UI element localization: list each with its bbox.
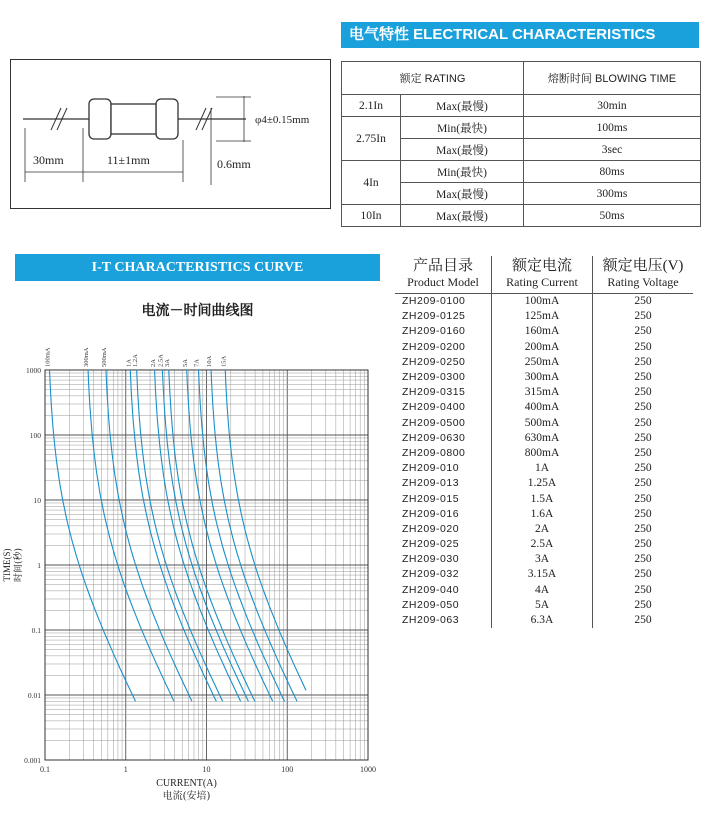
voltage-cell: 250	[593, 294, 694, 310]
table-row	[395, 613, 693, 628]
x-tick-label: 1	[123, 765, 128, 774]
x-axis-label-cn: 电流(安培)	[162, 791, 211, 802]
condition-cell: Max(最慢)	[401, 139, 524, 161]
curves	[50, 370, 307, 702]
rating-cell: 10In	[342, 205, 401, 227]
curve-3A	[169, 370, 255, 702]
model-table-body	[395, 294, 693, 629]
lead-length-label: 30mm	[33, 153, 64, 167]
table-row	[395, 583, 693, 598]
current-cell: 800mA	[492, 446, 593, 461]
table-row	[395, 461, 693, 476]
model-cell: ZH209-0125	[402, 310, 466, 323]
voltage-cell: 250	[593, 340, 694, 355]
y-tick-label: 1	[37, 561, 41, 570]
y-tick-label: 10	[33, 496, 41, 505]
voltage-cell: 250	[593, 355, 694, 370]
curve-7A	[199, 370, 285, 702]
curve-100mA	[50, 370, 136, 702]
x-tick-label: 100	[281, 765, 294, 774]
table-row	[395, 552, 693, 567]
curve-500mA	[106, 370, 192, 702]
table-row	[395, 370, 693, 385]
table-row	[395, 340, 693, 355]
current-cell: 400mA	[492, 400, 593, 415]
model-cell: ZH209-0250	[402, 355, 466, 368]
voltage-cell: 250	[593, 583, 694, 598]
current-cell: 3.15A	[492, 567, 593, 582]
current-header: 额定电流 Rating Current	[492, 256, 593, 294]
condition-cell: Max(最慢)	[401, 183, 524, 205]
model-cell: ZH209-020	[402, 522, 460, 535]
voltage-cell: 250	[593, 552, 694, 567]
table-row	[395, 400, 693, 415]
y-axis-label-cn: 时间(秒)	[14, 547, 24, 583]
model-cell: ZH209-0630	[402, 431, 466, 444]
voltage-cell: 250	[593, 431, 694, 446]
table-row	[395, 309, 693, 324]
blowing-time-header: 熔断时间 BLOWING TIME	[524, 62, 701, 95]
current-cell: 1.25A	[492, 476, 593, 491]
current-cell: 4A	[492, 583, 593, 598]
model-cell: ZH209-0315	[402, 386, 466, 399]
electrical-rating-table	[341, 61, 701, 227]
current-cell: 5A	[492, 598, 593, 613]
model-cell: ZH209-0500	[402, 416, 466, 429]
table-row	[395, 567, 693, 582]
current-cell: 1A	[492, 461, 593, 476]
curve-1A	[130, 370, 216, 702]
voltage-cell: 250	[593, 446, 694, 461]
it-curve-banner: I-T CHARACTERISTICS CURVE	[15, 254, 380, 281]
model-cell: ZH209-0300	[402, 371, 466, 384]
voltage-cell: 250	[593, 522, 694, 537]
current-cell: 630mA	[492, 431, 593, 446]
y-tick-label: 1000	[26, 366, 41, 375]
current-cell: 125mA	[492, 309, 593, 324]
model-cell: ZH209-0400	[402, 401, 466, 414]
curve-1.2A	[137, 370, 223, 702]
voltage-header: 额定电压(V) Rating Voltage	[593, 256, 694, 294]
table-row	[395, 507, 693, 522]
current-cell: 6.3A	[492, 613, 593, 628]
condition-cell: Min(最快)	[401, 161, 524, 183]
model-cell: ZH209-025	[402, 538, 460, 551]
current-cell: 100mA	[492, 294, 593, 310]
series-label: 10A	[206, 355, 214, 367]
model-cell: ZH209-0800	[402, 446, 466, 459]
voltage-cell: 250	[593, 324, 694, 339]
current-cell: 2A	[492, 522, 593, 537]
table-row	[395, 522, 693, 537]
series-label: 3A	[163, 359, 171, 367]
y-axis-label: TIME(S)	[2, 548, 12, 582]
voltage-cell: 250	[593, 400, 694, 415]
table-row	[395, 491, 693, 506]
current-cell: 250mA	[492, 355, 593, 370]
model-cell: ZH209-010	[402, 462, 460, 475]
current-cell: 1.5A	[492, 491, 593, 506]
rating-cell: 2.75In	[342, 117, 401, 161]
x-axis-label: CURRENT(A)	[156, 778, 217, 789]
time-cell: 50ms	[524, 205, 701, 227]
diameter-label: φ4±0.15mm	[255, 114, 310, 126]
table-row	[395, 324, 693, 339]
table-row	[395, 294, 693, 310]
rating-header: 额定 RATING	[342, 62, 524, 95]
model-cell: ZH209-016	[402, 507, 460, 520]
fuse-outline-svg	[11, 60, 332, 210]
voltage-cell: 250	[593, 537, 694, 552]
lead-diameter-label: 0.6mm	[217, 157, 251, 171]
voltage-cell: 250	[593, 416, 694, 431]
body-length-label: 11±1mm	[107, 153, 150, 167]
condition-cell: Max(最慢)	[401, 95, 524, 117]
series-label: 7A	[193, 359, 201, 367]
y-tick-label: 100	[29, 431, 41, 440]
voltage-cell: 250	[593, 385, 694, 400]
curve-10A	[211, 370, 297, 702]
model-cell: ZH209-013	[402, 477, 460, 490]
voltage-cell: 250	[593, 461, 694, 476]
table-row	[395, 355, 693, 370]
table-row	[395, 385, 693, 400]
model-cell: ZH209-015	[402, 492, 460, 505]
condition-cell: Min(最快)	[401, 117, 524, 139]
chart-grid	[45, 370, 368, 760]
model-cell: ZH209-0200	[402, 340, 466, 353]
current-cell: 3A	[492, 552, 593, 567]
series-label: 500mA	[101, 347, 109, 367]
current-cell: 200mA	[492, 340, 593, 355]
current-cell: 315mA	[492, 385, 593, 400]
voltage-cell: 250	[593, 567, 694, 582]
model-cell: ZH209-032	[402, 568, 460, 581]
table-row	[395, 476, 693, 491]
x-tick-label: 1000	[360, 765, 376, 774]
voltage-cell: 250	[593, 370, 694, 385]
fuse-dimension-drawing	[10, 59, 331, 209]
series-label: 100mA	[44, 347, 52, 367]
table-row	[395, 416, 693, 431]
time-cell: 100ms	[524, 117, 701, 139]
current-cell: 2.5A	[492, 537, 593, 552]
current-cell: 1.6A	[492, 507, 593, 522]
current-cell: 500mA	[492, 416, 593, 431]
time-cell: 3sec	[524, 139, 701, 161]
y-tick-label: 0.01	[27, 691, 41, 700]
voltage-cell: 250	[593, 507, 694, 522]
chart-title: 电流－时间曲线图	[141, 303, 254, 319]
time-cell: 300ms	[524, 183, 701, 205]
rating-cell: 2.1In	[342, 95, 401, 117]
y-tick-label: 0.1	[31, 626, 41, 635]
model-cell: ZH209-040	[402, 583, 460, 596]
series-label: 2.5A	[157, 354, 165, 367]
table-row	[395, 431, 693, 446]
series-label: 5A	[181, 359, 189, 367]
model-header: 产品目录 Product Model	[395, 256, 492, 294]
series-label: 2A	[149, 359, 157, 367]
current-cell: 160mA	[492, 324, 593, 339]
series-label: 300mA	[83, 347, 91, 367]
model-cell: ZH209-050	[402, 598, 460, 611]
current-cell: 300mA	[492, 370, 593, 385]
series-label: 15A	[220, 355, 228, 367]
model-cell: ZH209-0100	[402, 295, 466, 308]
voltage-cell: 250	[593, 613, 694, 628]
x-tick-label: 0.1	[40, 765, 50, 774]
voltage-cell: 250	[593, 476, 694, 491]
y-tick-label: 0.001	[24, 756, 41, 765]
table-row	[395, 446, 693, 461]
voltage-cell: 250	[593, 491, 694, 506]
electrical-characteristics-banner: 电气特性 ELECTRICAL CHARACTERISTICS	[341, 22, 699, 48]
model-cell: ZH209-030	[402, 553, 460, 566]
condition-cell: Max(最慢)	[401, 205, 524, 227]
curve-300mA	[88, 370, 174, 702]
time-cell: 30min	[524, 95, 701, 117]
voltage-cell: 250	[593, 598, 694, 613]
series-label: 1A	[125, 359, 133, 367]
x-tick-label: 10	[202, 765, 211, 774]
rating-cell: 4In	[342, 161, 401, 205]
table-row	[395, 537, 693, 552]
product-model-table	[395, 256, 693, 628]
curve-15A	[225, 370, 306, 690]
series-label: 1.2A	[131, 354, 139, 367]
table-row	[395, 598, 693, 613]
model-cell: ZH209-0160	[402, 325, 466, 338]
time-cell: 80ms	[524, 161, 701, 183]
model-cell: ZH209-063	[402, 614, 460, 627]
voltage-cell: 250	[593, 309, 694, 324]
it-curve-chart	[0, 335, 395, 805]
